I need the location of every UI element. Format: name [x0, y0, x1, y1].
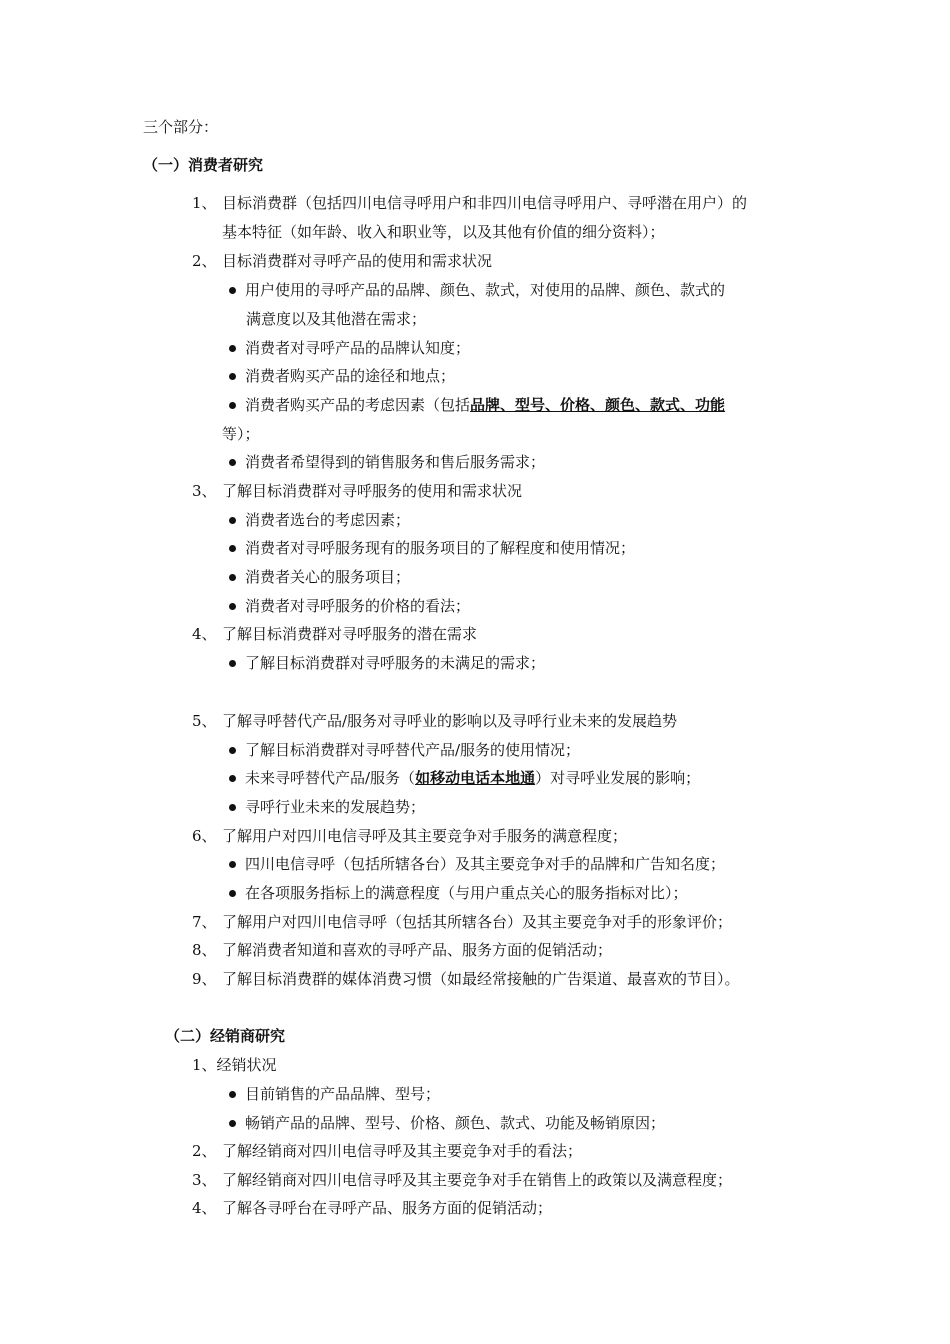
list-item [192, 1055, 277, 1075]
bullet-icon [229, 775, 236, 782]
bullet-item [229, 1084, 440, 1104]
item-number: 8、 [192, 941, 217, 959]
list-item [192, 940, 612, 960]
item-text: 经销状况 [216, 1056, 277, 1074]
item-text: 了解寻呼替代产品/服务对寻呼业的影响以及寻呼行业未来的发展趋势 [222, 712, 678, 730]
bullet-icon [229, 1091, 236, 1098]
list-item [192, 912, 732, 932]
bullet-text: 消费者希望得到的销售服务和售后服务需求； [245, 453, 546, 471]
intro-text: 三个部分： [143, 118, 219, 136]
bullet-text: 畅销产品的品牌、型号、价格、颜色、款式、功能及畅销原因； [245, 1114, 666, 1132]
bullet-icon [229, 804, 236, 811]
item-number: 2、 [192, 1142, 217, 1160]
item-number: 1、 [192, 194, 217, 212]
bullet-icon [229, 517, 236, 524]
section-title-dealer-research: （二）经销商研究 [165, 1027, 286, 1045]
bullet-item [229, 338, 470, 358]
bullet-item [229, 567, 410, 587]
list-item [192, 481, 522, 501]
bullet-item [229, 366, 455, 386]
list-item [192, 1170, 732, 1190]
bullet-text: 寻呼行业未来的发展趋势； [245, 798, 426, 816]
bullet-item [229, 538, 635, 558]
bullet-text: 消费者选台的考虑因素； [245, 511, 411, 529]
item-text: 了解目标消费群的媒体消费习惯（如最经常接触的广告渠道、最喜欢的节目）。 [222, 970, 740, 988]
bullet-text: 未来寻呼替代产品/服务（ [245, 769, 416, 787]
item-number: 1、 [192, 1056, 217, 1074]
bullet-item [229, 280, 725, 300]
bullet-item [229, 854, 725, 874]
bullet-icon [229, 890, 236, 897]
bullet-text: 在各项服务指标上的满意程度（与用户重点关心的服务指标对比）； [245, 884, 688, 902]
bullet-item [229, 740, 580, 760]
list-item [192, 711, 677, 731]
bullet-text: 了解目标消费群对寻呼服务的未满足的需求； [245, 654, 546, 672]
bullet-item [229, 452, 545, 472]
list-item [192, 1198, 552, 1218]
item-text: 了解各寻呼台在寻呼产品、服务方面的促销活动； [222, 1199, 553, 1217]
bullet-item [229, 596, 470, 616]
list-item [192, 969, 740, 989]
bullet-icon [229, 861, 236, 868]
bullet-icon [229, 1120, 236, 1127]
item-text: 目标消费群（包括四川电信寻呼用户和非四川电信寻呼用户、寻呼潜在用户）的 [222, 194, 748, 212]
bullet-text-continued: 满意度以及其他潜在需求； [246, 310, 427, 328]
bullet-text: 目前销售的产品品牌、型号； [245, 1085, 441, 1103]
bullet-icon [229, 660, 236, 667]
bullet-icon [229, 345, 236, 352]
list-item [192, 193, 747, 213]
bullet-icon [229, 402, 236, 409]
bullet-text: 了解目标消费群对寻呼替代产品/服务的使用情况； [245, 741, 581, 759]
bullet-item [229, 510, 410, 530]
bullet-text: 消费者对寻呼产品的品牌认知度； [245, 339, 471, 357]
bullet-text: 消费者关心的服务项目； [245, 568, 411, 586]
bullet-icon [229, 373, 236, 380]
list-item [192, 251, 492, 271]
bullet-icon [229, 574, 236, 581]
list-item [192, 1141, 582, 1161]
item-text: 了解目标消费群对寻呼服务的潜在需求 [222, 625, 478, 643]
bullet-icon [229, 287, 236, 294]
bullet-icon [229, 545, 236, 552]
bullet-text-continued: 等）； [222, 425, 260, 443]
bullet-item [229, 395, 725, 415]
bullet-text: 消费者购买产品的途径和地点； [245, 367, 456, 385]
item-text: 目标消费群对寻呼产品的使用和需求状况 [222, 252, 493, 270]
emphasized-text: 如移动电话本地通 [415, 769, 536, 787]
bullet-item [229, 653, 545, 673]
item-text: 了解经销商对四川电信寻呼及其主要竞争对手的看法； [222, 1142, 583, 1160]
bullet-item [229, 883, 688, 903]
bullet-icon [229, 747, 236, 754]
item-text: 了解经销商对四川电信寻呼及其主要竞争对手在销售上的政策以及满意程度； [222, 1171, 733, 1189]
item-number: 4、 [192, 1199, 217, 1217]
list-item [192, 624, 477, 644]
bullet-text: 用户使用的寻呼产品的品牌、颜色、款式，对使用的品牌、颜色、款式的 [245, 281, 726, 299]
item-number: 2、 [192, 252, 217, 270]
item-text: 了解目标消费群对寻呼服务的使用和需求状况 [222, 482, 523, 500]
bullet-text: 消费者对寻呼服务现有的服务项目的了解程度和使用情况； [245, 539, 636, 557]
item-number: 7、 [192, 913, 217, 931]
bullet-item [229, 1113, 665, 1133]
item-number: 6、 [192, 827, 217, 845]
item-text-continued: 基本特征（如年龄、收入和职业等，以及其他有价值的细分资料）； [222, 223, 665, 241]
bullet-item [229, 797, 425, 817]
bullet-text-suffix: ）对寻呼业发展的影响； [535, 769, 701, 787]
item-text: 了解消费者知道和喜欢的寻呼产品、服务方面的促销活动； [222, 941, 613, 959]
item-number: 3、 [192, 1171, 217, 1189]
item-text: 了解用户对四川电信寻呼（包括其所辖各台）及其主要竞争对手的形象评价； [222, 913, 733, 931]
item-text: 了解用户对四川电信寻呼及其主要竞争对手服务的满意程度； [222, 827, 628, 845]
bullet-icon [229, 603, 236, 610]
bullet-text: 消费者对寻呼服务的价格的看法； [245, 597, 471, 615]
emphasized-text: 品牌、型号、价格、颜色、款式、功能 [470, 396, 726, 414]
bullet-text: 消费者购买产品的考虑因素（包括 [245, 396, 471, 414]
item-number: 4、 [192, 625, 217, 643]
section-title-consumer-research: （一）消费者研究 [143, 156, 264, 174]
item-number: 9、 [192, 970, 217, 988]
bullet-text: 四川电信寻呼（包括所辖各台）及其主要竞争对手的品牌和广告知名度； [245, 855, 726, 873]
list-item [192, 826, 627, 846]
item-number: 3、 [192, 482, 217, 500]
bullet-item [229, 768, 700, 788]
bullet-icon [229, 459, 236, 466]
item-number: 5、 [192, 712, 217, 730]
